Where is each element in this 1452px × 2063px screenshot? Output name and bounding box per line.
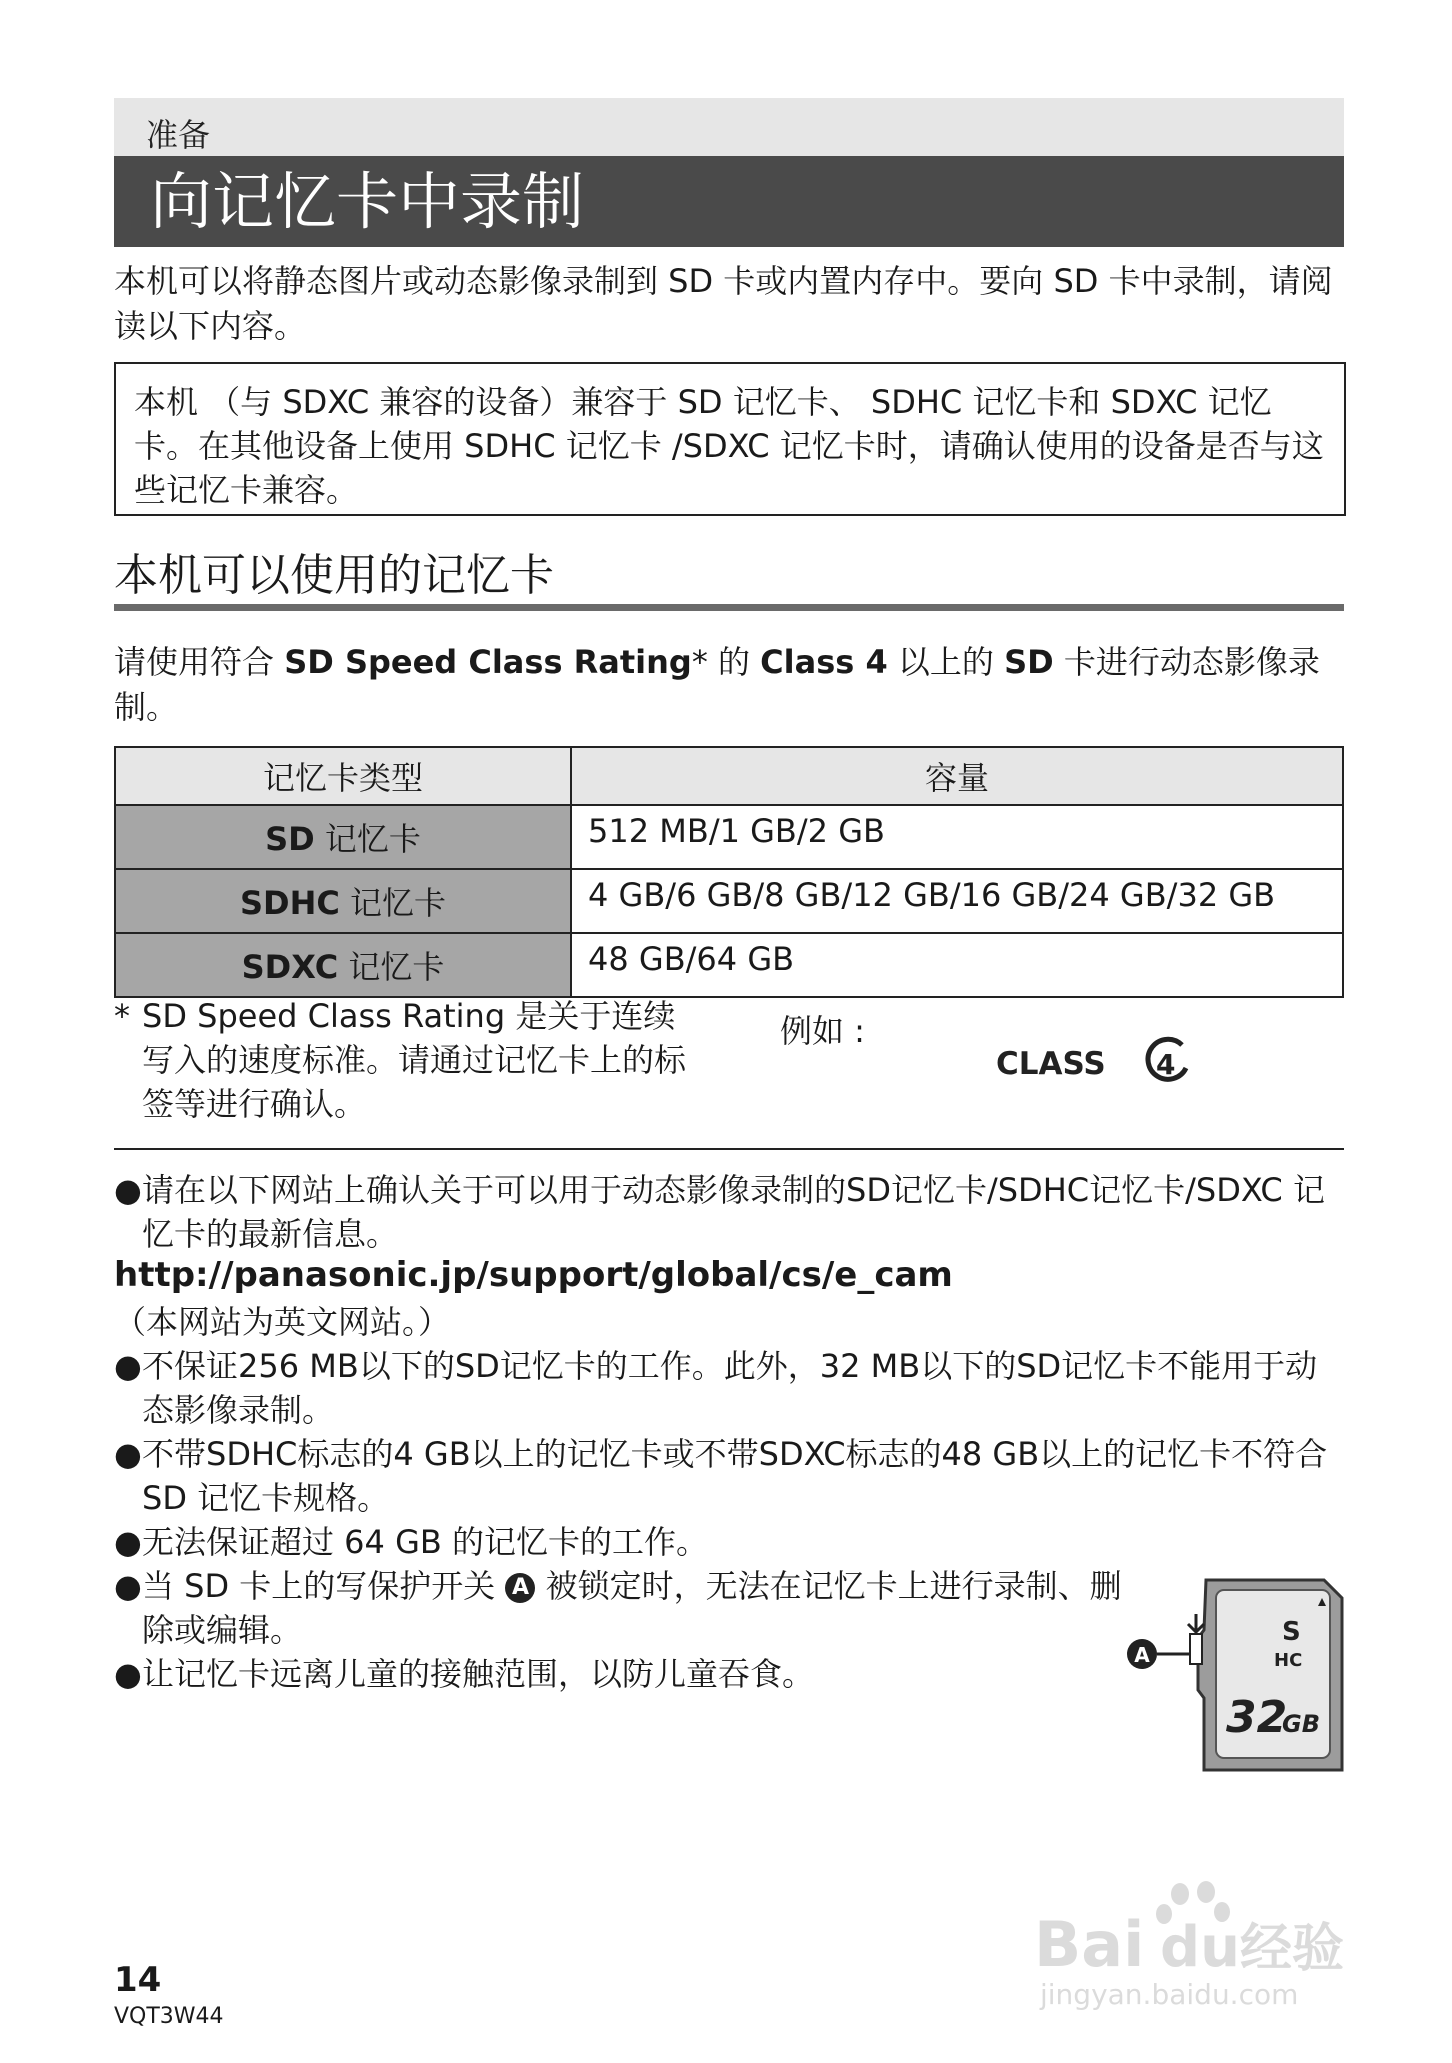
url-note: （本网站为英文网站。） <box>114 1303 451 1341</box>
class4-logo-icon <box>996 1036 1192 1086</box>
card-type-name: SDHC <box>239 884 340 922</box>
rec-bold-2: Class 4 <box>760 643 888 681</box>
section-heading-rule <box>114 604 1344 611</box>
sd-card-illustration-icon <box>1124 1578 1344 1772</box>
table-row <box>115 933 1343 997</box>
table-row <box>115 805 1343 869</box>
sd-capacity-unit: GB <box>1282 1710 1320 1738</box>
card-type-name: SD <box>265 820 315 858</box>
rec-bold-3: SD <box>1004 643 1054 681</box>
card-type-cell <box>115 869 571 933</box>
bullet-icon: ● <box>114 1523 142 1561</box>
example-label: 例如 : <box>780 1012 865 1050</box>
bullet-icon: ● <box>114 1347 142 1385</box>
divider <box>114 1148 1344 1150</box>
list-item-text: 不带SDHC标志的4 GB以上的记忆卡或不带SDXC标志的48 GB以上的记忆卡不符合 SD 记忆卡规格。 <box>142 1435 1328 1517</box>
page-title-bar <box>114 156 1344 247</box>
card-capacity-table <box>114 746 1344 998</box>
list-item <box>114 1344 1346 1432</box>
bullet-icon: ● <box>114 1655 142 1693</box>
list-item-text-part: 被锁定时，无法在记忆卡上进行录制、删除或编辑。 <box>142 1567 1122 1649</box>
speed-class-recommendation <box>114 640 1346 730</box>
list-item-text: 让记忆卡远离儿童的接触范围，以防儿童吞食。 <box>142 1655 815 1693</box>
compatibility-note-box <box>114 362 1346 516</box>
sd-logo-bottom: HC <box>1274 1650 1303 1671</box>
page-number: 14 <box>114 1960 162 2000</box>
list-item <box>114 1432 1346 1520</box>
list-item-text: 无法保证超过 64 GB 的记忆卡的工作。 <box>142 1523 708 1561</box>
baidu-jingyan-watermark <box>1030 1880 1360 2010</box>
capacity-cell: 4 GB/6 GB/8 GB/12 GB/16 GB/24 GB/32 GB <box>571 869 1343 933</box>
list-item <box>114 1520 1346 1564</box>
bullet-icon: ● <box>114 1567 142 1605</box>
write-protect-marker-icon: A <box>505 1573 535 1603</box>
card-type-suffix: 记忆卡 <box>338 948 445 986</box>
list-item-text: 请在以下网站上确认关于可以用于动态影像录制的SD记忆卡/SDHC记忆卡/SDXC 记忆卡的最新信息。 <box>142 1171 1325 1253</box>
page-title: 向记忆卡中录制 <box>150 165 585 238</box>
footnote-text: SD Speed Class Rating 是关于连续写入的速度标准。请通过记忆卡上的标签等进行确认。 <box>142 997 687 1123</box>
list-item-text: 不保证256 MB以下的SD记忆卡的工作。此外，32 MB以下的SD记忆卡不能用于动态影像录制。 <box>142 1347 1318 1429</box>
capacity-cell: 512 MB/1 GB/2 GB <box>571 805 1343 869</box>
list-item <box>114 1564 1122 1652</box>
model-code: VQT3W44 <box>114 2004 224 2029</box>
bullet-icon: ● <box>114 1435 142 1473</box>
rec-text-2: * 的 <box>691 643 761 681</box>
website-bullet <box>114 1168 1346 1256</box>
class-logo-text: CLASS <box>996 1046 1106 1082</box>
footnote-star: * <box>114 997 130 1035</box>
list-item-text-part: 当 SD 卡上的写保护开关 <box>142 1567 506 1605</box>
support-url[interactable]: http://panasonic.jp/support/global/cs/e_cam <box>114 1255 953 1295</box>
table-row <box>115 869 1343 933</box>
card-type-name: SDXC <box>241 948 339 986</box>
rec-bold-1: SD Speed Class Rating <box>284 643 692 681</box>
watermark-brand: Bai <box>1034 1908 1145 1981</box>
card-type-cell <box>115 805 571 869</box>
section-label-bar <box>114 98 1344 156</box>
sd-logo-top: S <box>1282 1617 1301 1647</box>
table-header-capacity: 容量 <box>571 747 1343 805</box>
section-label: 准备 <box>146 116 211 154</box>
class-logo-number: 4 <box>1156 1048 1176 1081</box>
speed-class-footnote <box>114 994 694 1126</box>
table-header-row <box>115 747 1343 805</box>
watermark-chinese: 经验 <box>1240 1919 1345 1979</box>
watermark-site: jingyan.baidu.com <box>1040 1978 1299 2010</box>
table-header-type: 记忆卡类型 <box>115 747 571 805</box>
capacity-cell: 48 GB/64 GB <box>571 933 1343 997</box>
compatibility-note: 本机 （与 SDXC 兼容的设备）兼容于 SD 记忆卡、 SDHC 记忆卡和 SDXC 记忆卡。在其他设备上使用 SDHC 记忆卡 /SDXC 记忆卡时，请确认使用的设备是否与这些记忆卡兼容。 <box>134 383 1324 509</box>
list-item <box>114 1168 1346 1256</box>
rec-text-4: 卡进行动态影像录制。 <box>114 643 1320 726</box>
marker-a-label: A <box>1134 1643 1150 1667</box>
arrow-down-icon <box>1188 1614 1204 1632</box>
card-type-suffix: 记忆卡 <box>314 820 421 858</box>
card-type-cell <box>115 933 571 997</box>
bullet-icon: ● <box>114 1171 142 1209</box>
section-heading: 本机可以使用的记忆卡 <box>114 550 554 601</box>
write-protect-switch <box>1190 1634 1202 1664</box>
watermark-brand-tail: du <box>1160 1915 1240 1980</box>
card-type-suffix: 记忆卡 <box>339 884 447 922</box>
sd-capacity-number: 32 <box>1226 1692 1288 1743</box>
rec-text-3: 以上的 <box>887 643 1005 681</box>
intro-paragraph: 本机可以将静态图片或动态影像录制到 SD 卡或内置内存中。要向 SD 卡中录制，请阅读以下内容。 <box>114 262 1333 345</box>
rec-text-1: 请使用符合 <box>114 643 285 681</box>
